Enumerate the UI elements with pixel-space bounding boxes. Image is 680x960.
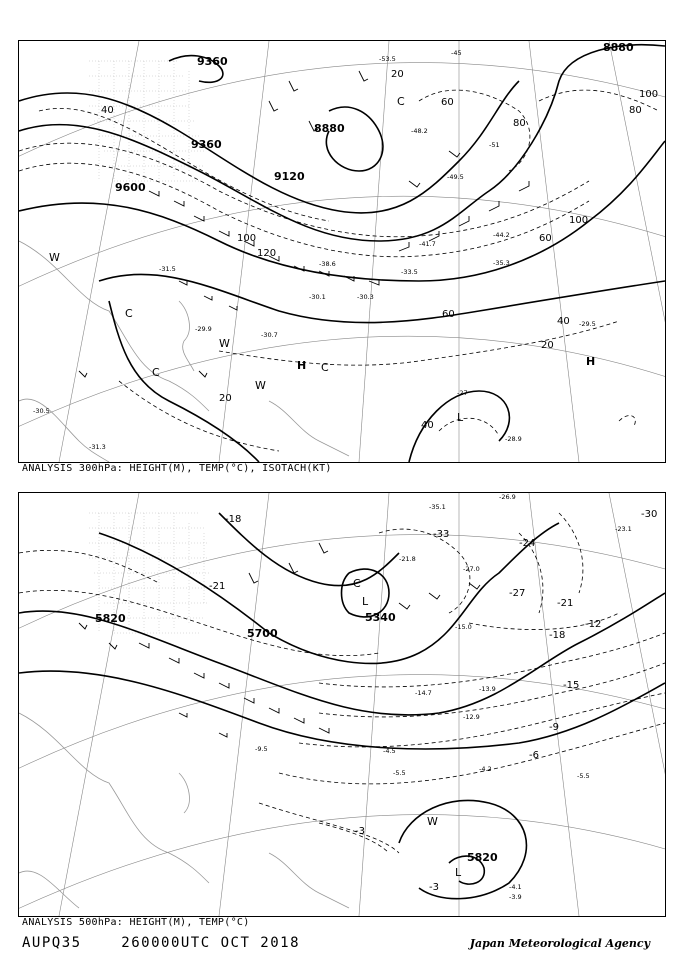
- graticule: [19, 41, 665, 462]
- temperature-values-300: [33, 49, 596, 451]
- height-label-5820-b: 5820: [467, 851, 498, 864]
- temp-500: -12.9: [463, 713, 480, 721]
- temp-500: -35.1: [429, 503, 446, 511]
- isotach-label-120: 120: [257, 248, 277, 259]
- height-label-5700: 5700: [247, 627, 278, 640]
- temp-500: -4.5: [383, 747, 396, 755]
- center-low: L: [457, 411, 464, 424]
- temp-300: -29.9: [195, 325, 212, 333]
- center-cold: C: [353, 577, 361, 590]
- isotach-label-100-a: 100: [639, 89, 659, 100]
- temp-500: -15.0: [455, 623, 472, 631]
- isotherm-label: -27: [509, 588, 526, 599]
- temp-300: -30.1: [309, 293, 326, 301]
- temp-500: -14.7: [415, 689, 432, 697]
- isotach-label-40-c: 40: [557, 316, 570, 327]
- temp-300: -35.3: [493, 259, 510, 267]
- isotherm-labels-500: [209, 509, 657, 893]
- temp-500: -5.5: [577, 772, 590, 780]
- center-high-a: H: [297, 359, 307, 372]
- isotherm-label: -3: [355, 826, 365, 837]
- temp-300: -31.5: [159, 265, 176, 273]
- isotherm-label: -24: [519, 538, 536, 549]
- height-contours-300: [19, 45, 665, 462]
- center-cold-d: C: [321, 361, 329, 374]
- temp-300: -33.5: [401, 268, 418, 276]
- isotach-labels-300: [101, 69, 658, 431]
- isotach-label-20-b: 20: [219, 393, 232, 404]
- temp-300: -31.3: [89, 443, 106, 451]
- temp-300: -48.2: [411, 127, 428, 135]
- wind-barbs-500: [79, 543, 480, 737]
- temp-300: -53.5: [379, 55, 396, 63]
- center-warm-a: W: [49, 251, 60, 264]
- isotherm-label: -6: [529, 750, 539, 761]
- isotach-label-80-b: 80: [629, 105, 642, 116]
- temp-500: -5.5: [393, 769, 406, 777]
- agency-name: Japan Meteorological Agency: [469, 937, 650, 950]
- temp-300: -41.7: [419, 240, 436, 248]
- temp-500: -13.9: [479, 685, 496, 693]
- map-panel-300hpa: [18, 40, 666, 463]
- isotherm-label: -12: [585, 619, 602, 630]
- temp-300: -45: [451, 49, 462, 57]
- isotach-label-100-c: 100: [569, 215, 589, 226]
- isotherm-label: -33: [433, 529, 450, 540]
- isotachs-300: [19, 90, 659, 451]
- chart-300hpa-svg: [19, 41, 665, 462]
- height-label-5340: 5340: [365, 611, 396, 624]
- temp-300: -28.9: [505, 435, 522, 443]
- height-label-9120: 9120: [274, 170, 305, 183]
- isotherm-label: -15: [563, 680, 580, 691]
- isotherm-label: -21: [209, 581, 226, 592]
- isotach-label-20-c: 20: [541, 340, 554, 351]
- valid-time: 260000UTC OCT 2018: [121, 935, 301, 951]
- isotach-label-20-a: 20: [391, 69, 404, 80]
- center-low-b: L: [455, 866, 462, 879]
- temp-300: -30.5: [33, 407, 50, 415]
- product-code: AUPQ35: [22, 935, 82, 951]
- isotach-label-80-a: 80: [513, 118, 526, 129]
- center-warm-b: W: [219, 337, 230, 350]
- caption-300hpa: ANALYSIS 300hPa: HEIGHT(M), TEMP(°C), ISOTACH(KT): [22, 463, 332, 474]
- isotherm-label: -3: [429, 882, 439, 893]
- center-high-b: H: [586, 355, 596, 368]
- isotach-label-60-a: 60: [441, 97, 454, 108]
- temp-500: -3.9: [509, 893, 522, 901]
- isotach-label-40-b: 40: [421, 420, 434, 431]
- height-label-9360-a: 9360: [197, 55, 228, 68]
- temp-300: -30.7: [261, 331, 278, 339]
- temp-500: -21.8: [399, 555, 416, 563]
- height-label-9360-b: 9360: [191, 138, 222, 151]
- hatched-terrain: [89, 61, 204, 181]
- temp-500: -4.2: [479, 765, 492, 773]
- height-label-8880-a: 8880: [314, 122, 345, 135]
- center-warm: W: [427, 815, 438, 828]
- center-warm-c: W: [255, 379, 266, 392]
- chart-500hpa-svg: [19, 493, 665, 916]
- temp-300: -49.5: [447, 173, 464, 181]
- graticule: [19, 493, 665, 916]
- center-cold-a: C: [125, 307, 133, 320]
- isotach-label-40-a: 40: [101, 105, 114, 116]
- temp-500: -9.5: [255, 745, 268, 753]
- temp-300: -29.5: [579, 320, 596, 328]
- height-label-8880-b: 8880: [603, 41, 634, 54]
- isotherm-label: -18: [225, 514, 242, 525]
- height-contours-500: [19, 513, 665, 899]
- temp-300: -38.6: [319, 260, 336, 268]
- isotach-label-60-b: 60: [442, 309, 455, 320]
- product-header: [22, 935, 300, 951]
- temp-500: -27.0: [463, 565, 480, 573]
- temp-300: -44.2: [493, 231, 510, 239]
- temp-500: -23.1: [615, 525, 632, 533]
- temp-500: -26.9: [499, 493, 516, 501]
- isotherm-label: -18: [549, 630, 566, 641]
- temp-300: -27: [457, 389, 468, 397]
- temp-500: -4.1: [509, 883, 522, 891]
- temp-300: -30.3: [357, 293, 374, 301]
- isotherm-label: -30: [641, 509, 658, 520]
- temp-300: -51: [489, 141, 500, 149]
- center-cold-c: C: [397, 95, 405, 108]
- isotherm-label: -21: [557, 598, 574, 609]
- isotach-label-60-c: 60: [539, 233, 552, 244]
- center-low-a: L: [362, 595, 369, 608]
- height-label-9600: 9600: [115, 181, 146, 194]
- isotherm-label: -9: [549, 722, 559, 733]
- height-label-5820-a: 5820: [95, 612, 126, 625]
- center-cold-b: C: [152, 366, 160, 379]
- coastlines: [19, 713, 349, 908]
- isotach-label-100-b: 100: [237, 233, 257, 244]
- coastlines: [19, 241, 349, 462]
- map-panel-500hpa: [18, 492, 666, 917]
- caption-500hpa: ANALYSIS 500hPa: HEIGHT(M), TEMP(°C): [22, 917, 250, 928]
